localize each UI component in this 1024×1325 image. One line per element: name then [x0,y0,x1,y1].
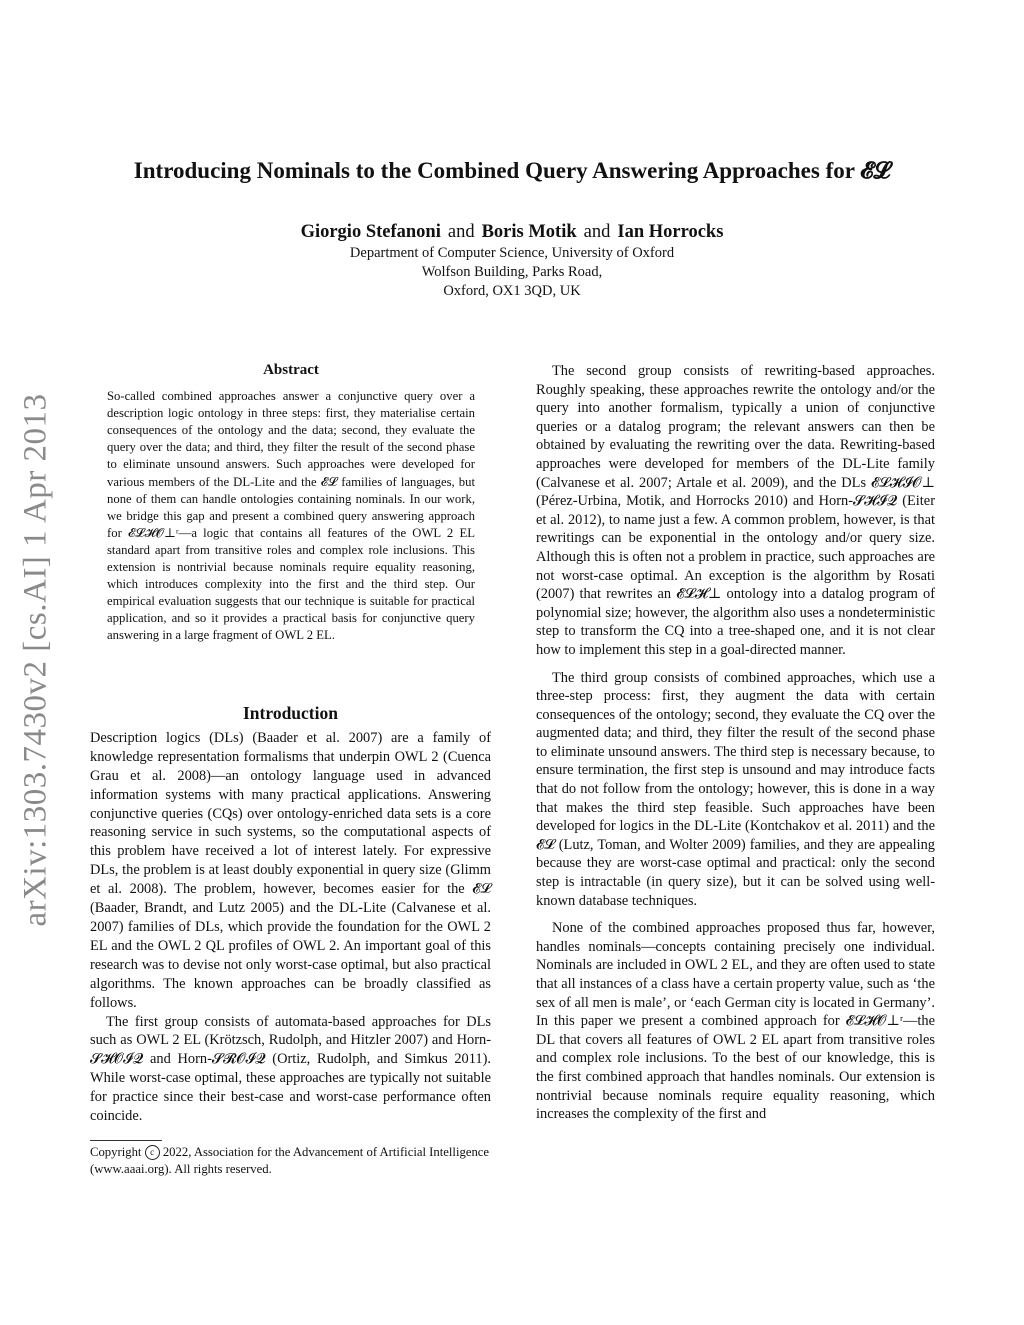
footnote-text: 2022, Association for the Advancement of Artificial Intelligence (www.aaai.org). All rights reserved. [90,1145,490,1176]
author-name: Giorgio Stefanoni [300,222,441,242]
introduction-section [90,704,491,1126]
author-list [0,222,1024,243]
affiliation [0,244,1024,301]
copyright-icon: c [145,1145,160,1160]
paragraph: The third group consists of combined approaches, which use a three-step process: first, they augment the data with certain consequences of the ontology; second, they evaluate the CQ over the augmented data; and third, they filter the result of the second phase to eliminate unsound answers. The third step is necessary because, to ensure termination, the first step is unsound and may introduce facts that do not follow from the ontology; however, this is done in a way that makes the third step feasible. Such approaches have been developed for logics in the DL-Lite (Kontchakov et al. 2011) and the 𝓔𝓛 (Lutz, Toman, and Wolter 2009) families, and they are appealing because they are worst-case optimal and practical: only the second step is intractable (in query size), but it can be solved using well-known database techniques. [536,669,935,909]
abstract-text: So-called combined approaches answer a conjunctive query over a description logic ontology in three steps: first, they materialise certain consequences of the ontology and the data; second, they evaluate the query over the data; and third, they filter the result of the second phase to eliminate unsound answers. Such approaches were developed for various members of the DL-Lite and the 𝓔𝓛 families of languages, but none of them can handle ontologies containing nominals. In our work, we bridge this gap and present a combined query answering approach for 𝓔𝓛𝓗𝓞⊥ʳ—a logic that contains all features of the OWL 2 EL standard apart from transitive roles and complex role inclusions. This extension is nontrivial because nominals require equality reasoning, which introduces complexity into the first and the third step. Our empirical evaluation suggests that our technique is suitable for practical application, and so it provides a practical basis for conjunctive query answering in a large fragment of OWL 2 EL. [107,389,475,643]
author-separator: and [447,222,475,242]
copyright-footnote [90,1144,491,1178]
affiliation-line: Department of Computer Science, University of Oxford [349,245,675,261]
footnote-lead: Copyright [90,1145,142,1159]
paper-title: Introducing Nominals to the Combined Query Answering Approaches for 𝓔𝓛 [133,158,891,183]
paragraph: The first group consists of automata-based approaches for DLs such as OWL 2 EL (Krötzsch, Rudolph, and Hitzler 2007) and Horn-𝓢𝓗𝓞𝓘𝓠 and Horn-𝓢𝓡𝓞𝓘𝓠 (Ortiz, Rudolph, and Simkus 2011). While worst-case optimal, these approaches are typically not suitable for practice since their best-case and worst-case performance often coincide. [90,1013,491,1125]
paragraph: None of the combined approaches proposed thus far, however, handles nominals—concepts containing precisely one individual. Nominals are included in OWL 2 EL, and they are often used to state that all instances of a class have a certain property value, such as ‘the sex of all men is male’, or ‘each German city is located in Germany’. In this paper we present a combined approach for 𝓔𝓛𝓗𝓞⊥ʳ—the DL that covers all features of OWL 2 EL apart from transitive roles and complex role inclusions. To the best of our knowledge, this is the first combined approach that handles nominals. Our extension is nontrivial because nominals require equality reasoning, which increases the complexity of the first and [536,920,935,1123]
footnote-rule [90,1140,162,1141]
abstract-heading: Abstract [263,362,319,378]
affiliation-line: Wolfson Building, Parks Road, [421,264,603,280]
paragraph: Description logics (DLs) (Baader et al. 2007) are a family of knowledge representation formalisms that underpin OWL 2 (Cuenca Grau et al. 2008)—an ontology language used in advanced information systems with many practical applications. Answering conjunctive queries (CQs) over ontology-enriched data sets is a core reasoning service in such systems, so the computational aspects of this problem have received a lot of interest lately. For expressive DLs, the problem is at least doubly exponential in query size (Glimm et al. 2008). The problem, however, becomes easier for the 𝓔𝓛 (Baader, Brandt, and Lutz 2005) and the DL-Lite (Calvanese et al. 2007) families of DLs, which provide the foundation for the OWL 2 EL and the OWL 2 QL profiles of OWL 2. An important goal of this research was to devise not only worst-case optimal, but also practical algorithms. The known approaches can be broadly classified as follows. [90,729,491,1011]
introduction-heading: Introduction [243,703,338,723]
arxiv-stamp-text: arXiv:1303.7430v2 [cs.AI] 1 Apr 2013 [17,393,54,927]
paragraph: The second group consists of rewriting-based approaches. Roughly speaking, these approaches rewrite the ontology and/or the query into another formalism, typically a union of conjunctive queries or a datalog program; the relevant answers can then be obtained by evaluating the rewriting over the data. Rewriting-based approaches were developed for members of the DL-Lite family (Calvanese et al. 2007; Artale et al. 2009), and the DLs 𝓔𝓛𝓗𝓘𝓞⊥ (Pérez-Urbina, Motik, and Horrocks 2010) and Horn-𝓢𝓗𝓘𝓠 (Eiter et al. 2012), to name just a few. A common problem, however, is that rewritings can be exponential in the ontology and/or query size. Although this is often not a problem in practice, such approaches are not worst-case optimal. An exception is the algorithm by Rosati (2007) that rewrites an 𝓔𝓛𝓗⊥ ontology into a datalog program of polynomial size; however, the algorithm also uses a nondeterministic step to transform the CQ into a tree-shaped one, and it is not clear how to implement this step in a goal-directed manner. [536,363,935,658]
author-name: Boris Motik [481,222,577,242]
abstract-section [107,362,475,645]
arxiv-stamp [8,380,64,940]
author-name: Ian Horrocks [617,222,724,242]
right-column [536,362,935,1133]
author-separator: and [583,222,611,242]
affiliation-line: Oxford, OX1 3QD, UK [443,283,581,299]
